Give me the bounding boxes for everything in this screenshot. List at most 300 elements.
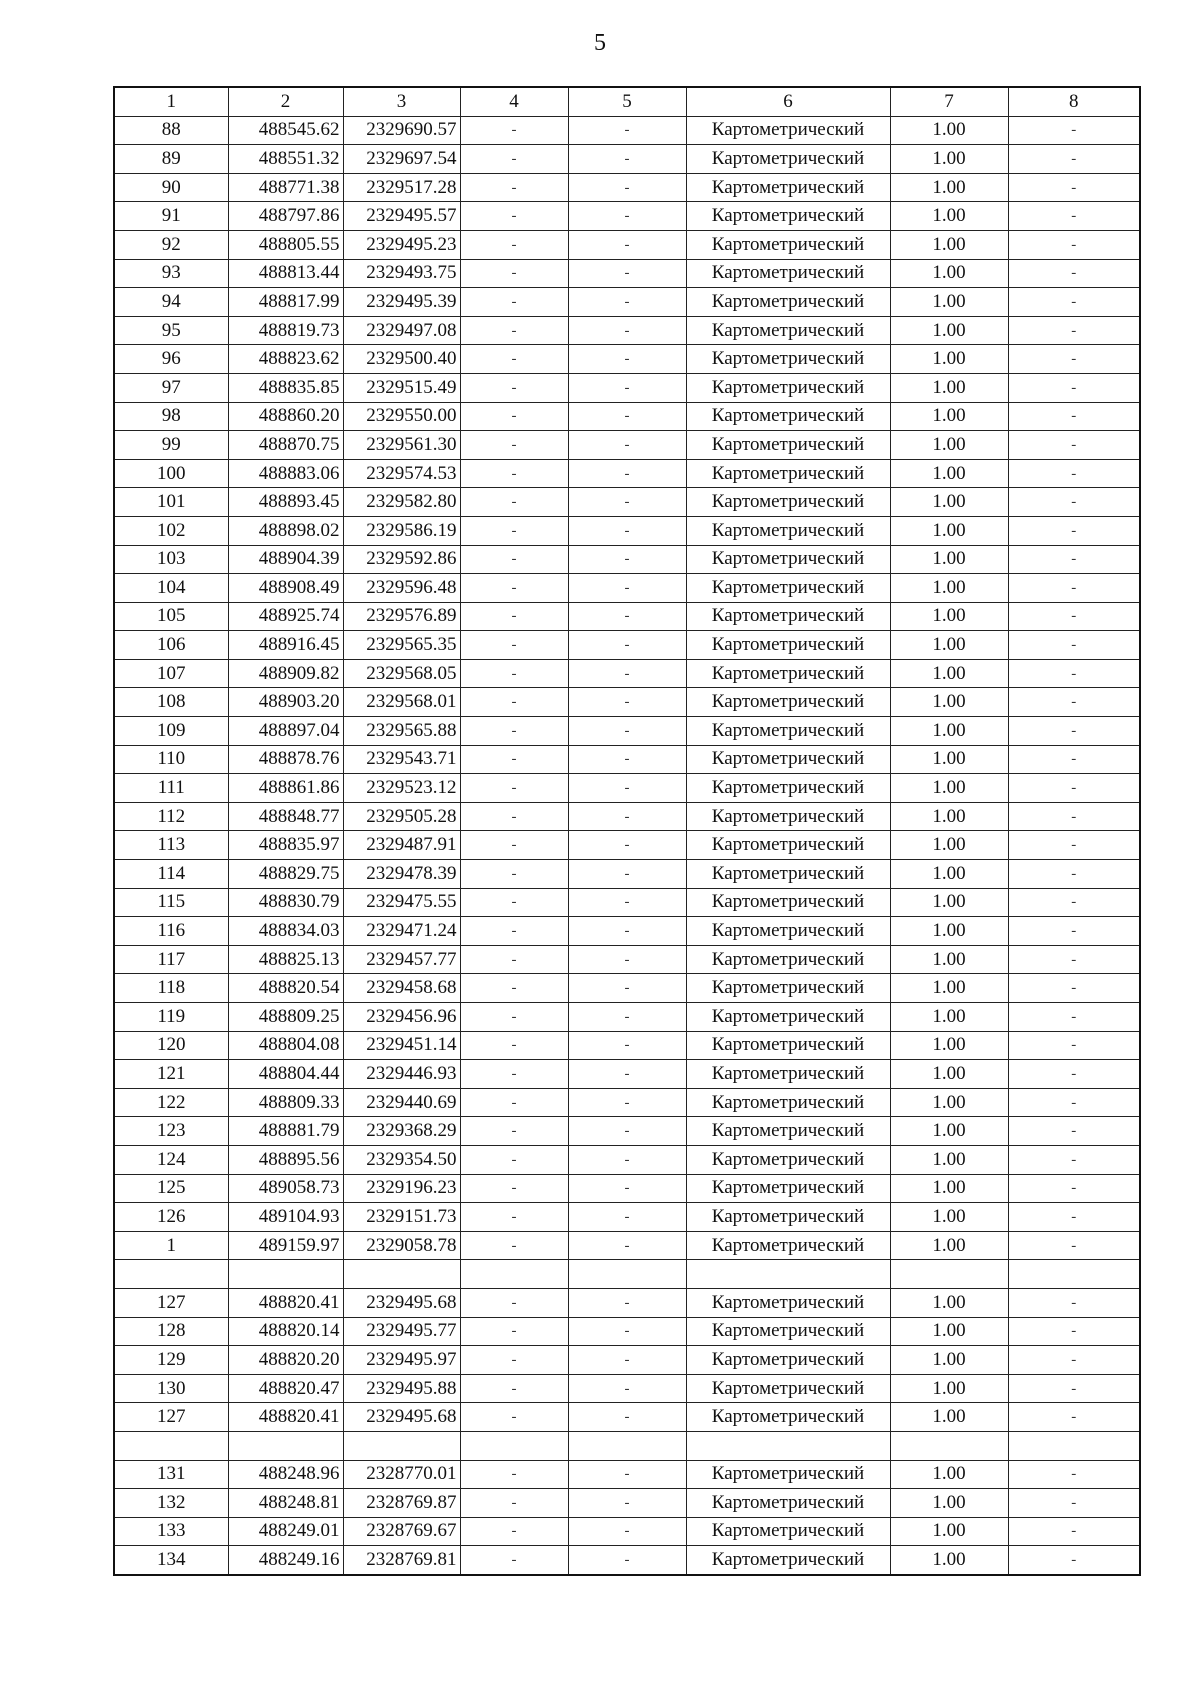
col5-cell: - (568, 1003, 686, 1032)
method-cell: Картометрический (686, 345, 890, 374)
point-number-cell: 107 (114, 659, 228, 688)
y-coordinate-cell: 2329471.24 (343, 917, 460, 946)
col8-cell: - (1008, 202, 1140, 231)
col5-cell: - (568, 1546, 686, 1575)
col8-cell: - (1008, 459, 1140, 488)
col8-cell: - (1008, 1231, 1140, 1260)
table-row (114, 373, 1140, 402)
y-coordinate-cell: 2329574.53 (343, 459, 460, 488)
col8-cell (1008, 1431, 1140, 1460)
col5-cell: - (568, 659, 686, 688)
col4-cell: - (460, 545, 568, 574)
table-row (114, 745, 1140, 774)
method-cell: Картометрический (686, 1145, 890, 1174)
table-row (114, 1003, 1140, 1032)
accuracy-cell: 1.00 (890, 1374, 1008, 1403)
col5-cell: - (568, 230, 686, 259)
accuracy-cell: 1.00 (890, 459, 1008, 488)
accuracy-cell: 1.00 (890, 545, 1008, 574)
col8-cell: - (1008, 1145, 1140, 1174)
y-coordinate-cell: 2328769.81 (343, 1546, 460, 1575)
accuracy-cell: 1.00 (890, 516, 1008, 545)
x-coordinate-cell: 488771.38 (228, 173, 343, 202)
col5-cell: - (568, 373, 686, 402)
y-coordinate-cell: 2329440.69 (343, 1088, 460, 1117)
x-coordinate-cell: 488925.74 (228, 602, 343, 631)
point-number-cell: 116 (114, 917, 228, 946)
table-row (114, 1346, 1140, 1375)
col5-cell: - (568, 288, 686, 317)
x-coordinate-cell: 488249.16 (228, 1546, 343, 1575)
col4-cell: - (460, 860, 568, 889)
col5-cell: - (568, 917, 686, 946)
method-cell: Картометрический (686, 431, 890, 460)
accuracy-cell: 1.00 (890, 116, 1008, 145)
y-coordinate-cell: 2329586.19 (343, 516, 460, 545)
col8-cell: - (1008, 431, 1140, 460)
y-coordinate-cell: 2329478.39 (343, 860, 460, 889)
table-row (114, 345, 1140, 374)
table-row (114, 459, 1140, 488)
method-cell: Картометрический (686, 1203, 890, 1232)
table-row (114, 1546, 1140, 1575)
col5-cell: - (568, 145, 686, 174)
accuracy-cell: 1.00 (890, 431, 1008, 460)
col5-cell: - (568, 459, 686, 488)
col5-cell: - (568, 888, 686, 917)
y-coordinate-cell: 2329495.23 (343, 230, 460, 259)
accuracy-cell: 1.00 (890, 688, 1008, 717)
x-coordinate-cell: 488809.25 (228, 1003, 343, 1032)
col8-cell: - (1008, 1489, 1140, 1518)
x-coordinate-cell: 488829.75 (228, 860, 343, 889)
col4-cell: - (460, 1317, 568, 1346)
method-cell (686, 1260, 890, 1289)
point-number-cell: 131 (114, 1460, 228, 1489)
col5-cell: - (568, 745, 686, 774)
x-coordinate-cell: 489058.73 (228, 1174, 343, 1203)
y-coordinate-cell: 2329495.57 (343, 202, 460, 231)
table-row (114, 202, 1140, 231)
col8-cell: - (1008, 259, 1140, 288)
table-row (114, 230, 1140, 259)
y-coordinate-cell: 2329196.23 (343, 1174, 460, 1203)
x-coordinate-cell: 488860.20 (228, 402, 343, 431)
method-cell: Картометрический (686, 202, 890, 231)
col8-cell: - (1008, 1288, 1140, 1317)
x-coordinate-cell: 488809.33 (228, 1088, 343, 1117)
col5-cell: - (568, 602, 686, 631)
x-coordinate-cell: 488249.01 (228, 1517, 343, 1546)
col5-cell: - (568, 1117, 686, 1146)
col4-cell: - (460, 459, 568, 488)
x-coordinate-cell: 488817.99 (228, 288, 343, 317)
point-number-cell: 134 (114, 1546, 228, 1575)
method-cell: Картометрический (686, 1517, 890, 1546)
col4-cell: - (460, 1374, 568, 1403)
y-coordinate-cell: 2329690.57 (343, 116, 460, 145)
col8-cell: - (1008, 688, 1140, 717)
method-cell: Картометрический (686, 802, 890, 831)
accuracy-cell: 1.00 (890, 1546, 1008, 1575)
method-cell: Картометрический (686, 831, 890, 860)
x-coordinate-cell: 488835.97 (228, 831, 343, 860)
x-coordinate-cell: 488805.55 (228, 230, 343, 259)
method-cell: Картометрический (686, 1031, 890, 1060)
col8-cell: - (1008, 945, 1140, 974)
table-row (114, 831, 1140, 860)
accuracy-cell: 1.00 (890, 1346, 1008, 1375)
accuracy-cell: 1.00 (890, 202, 1008, 231)
point-number-cell: 127 (114, 1403, 228, 1432)
col4-cell: - (460, 202, 568, 231)
y-coordinate-cell: 2328769.67 (343, 1517, 460, 1546)
y-coordinate-cell: 2329458.68 (343, 974, 460, 1003)
col5-cell (568, 1260, 686, 1289)
col4-cell: - (460, 288, 568, 317)
y-coordinate-cell: 2329517.28 (343, 173, 460, 202)
point-number-cell: 109 (114, 717, 228, 746)
accuracy-cell: 1.00 (890, 602, 1008, 631)
method-cell (686, 1431, 890, 1460)
col8-cell: - (1008, 802, 1140, 831)
table-row (114, 288, 1140, 317)
table-row (114, 1288, 1140, 1317)
header-cell: 1 (114, 87, 228, 116)
table-row (114, 1517, 1140, 1546)
x-coordinate-cell: 488820.54 (228, 974, 343, 1003)
accuracy-cell: 1.00 (890, 259, 1008, 288)
point-number-cell: 121 (114, 1060, 228, 1089)
point-number-cell: 127 (114, 1288, 228, 1317)
col4-cell: - (460, 316, 568, 345)
col5-cell: - (568, 1346, 686, 1375)
point-number-cell: 101 (114, 488, 228, 517)
accuracy-cell: 1.00 (890, 345, 1008, 374)
col8-cell: - (1008, 774, 1140, 803)
y-coordinate-cell: 2329523.12 (343, 774, 460, 803)
table-row (114, 1489, 1140, 1518)
y-coordinate-cell: 2329451.14 (343, 1031, 460, 1060)
method-cell: Картометрический (686, 1346, 890, 1375)
table-row (114, 945, 1140, 974)
accuracy-cell: 1.00 (890, 1460, 1008, 1489)
table-row (114, 1174, 1140, 1203)
table-row (114, 1317, 1140, 1346)
point-number-cell (114, 1260, 228, 1289)
x-coordinate-cell: 488823.62 (228, 345, 343, 374)
table-row (114, 802, 1140, 831)
col5-cell: - (568, 259, 686, 288)
table-body (114, 116, 1140, 1575)
accuracy-cell: 1.00 (890, 659, 1008, 688)
col4-cell: - (460, 1489, 568, 1518)
col4-cell: - (460, 1231, 568, 1260)
point-number-cell: 124 (114, 1145, 228, 1174)
col4-cell: - (460, 1288, 568, 1317)
header-cell: 5 (568, 87, 686, 116)
col4-cell: - (460, 1060, 568, 1089)
method-cell: Картометрический (686, 860, 890, 889)
accuracy-cell: 1.00 (890, 373, 1008, 402)
point-number-cell: 119 (114, 1003, 228, 1032)
y-coordinate-cell: 2328769.87 (343, 1489, 460, 1518)
table-row (114, 259, 1140, 288)
col8-cell: - (1008, 488, 1140, 517)
col8-cell: - (1008, 1403, 1140, 1432)
x-coordinate-cell: 489159.97 (228, 1231, 343, 1260)
col8-cell: - (1008, 1088, 1140, 1117)
x-coordinate-cell: 488903.20 (228, 688, 343, 717)
col8-cell: - (1008, 173, 1140, 202)
col4-cell: - (460, 717, 568, 746)
x-coordinate-cell: 488881.79 (228, 1117, 343, 1146)
col5-cell: - (568, 974, 686, 1003)
accuracy-cell: 1.00 (890, 1003, 1008, 1032)
accuracy-cell: 1.00 (890, 974, 1008, 1003)
accuracy-cell: 1.00 (890, 173, 1008, 202)
table-row (114, 974, 1140, 1003)
y-coordinate-cell: 2329592.86 (343, 545, 460, 574)
col5-cell: - (568, 1174, 686, 1203)
col5-cell: - (568, 316, 686, 345)
col5-cell: - (568, 116, 686, 145)
col5-cell: - (568, 516, 686, 545)
header-cell: 6 (686, 87, 890, 116)
y-coordinate-cell: 2329495.68 (343, 1403, 460, 1432)
point-number-cell: 88 (114, 116, 228, 145)
x-coordinate-cell: 488819.73 (228, 316, 343, 345)
col8-cell: - (1008, 974, 1140, 1003)
method-cell: Картометрический (686, 459, 890, 488)
point-number-cell (114, 1431, 228, 1460)
method-cell: Картометрический (686, 745, 890, 774)
header-cell: 3 (343, 87, 460, 116)
method-cell: Картометрический (686, 1088, 890, 1117)
y-coordinate-cell: 2329582.80 (343, 488, 460, 517)
point-number-cell: 110 (114, 745, 228, 774)
col4-cell: - (460, 173, 568, 202)
accuracy-cell: 1.00 (890, 1117, 1008, 1146)
col5-cell: - (568, 1060, 686, 1089)
col5-cell: - (568, 1031, 686, 1060)
method-cell: Картометрический (686, 316, 890, 345)
col5-cell: - (568, 717, 686, 746)
method-cell: Картометрический (686, 631, 890, 660)
accuracy-cell: 1.00 (890, 288, 1008, 317)
col8-cell (1008, 1260, 1140, 1289)
x-coordinate-cell: 488916.45 (228, 631, 343, 660)
method-cell: Картометрический (686, 774, 890, 803)
y-coordinate-cell: 2329151.73 (343, 1203, 460, 1232)
x-coordinate-cell: 488870.75 (228, 431, 343, 460)
method-cell: Картометрический (686, 1003, 890, 1032)
col4-cell: - (460, 1031, 568, 1060)
y-coordinate-cell: 2329495.97 (343, 1346, 460, 1375)
col5-cell: - (568, 1145, 686, 1174)
accuracy-cell: 1.00 (890, 717, 1008, 746)
point-number-cell: 123 (114, 1117, 228, 1146)
point-number-cell: 91 (114, 202, 228, 231)
header-cell: 8 (1008, 87, 1140, 116)
col8-cell: - (1008, 1517, 1140, 1546)
y-coordinate-cell: 2329495.88 (343, 1374, 460, 1403)
col4-cell: - (460, 230, 568, 259)
col5-cell: - (568, 488, 686, 517)
col4-cell: - (460, 1088, 568, 1117)
x-coordinate-cell: 488861.86 (228, 774, 343, 803)
col5-cell: - (568, 1317, 686, 1346)
y-coordinate-cell: 2328770.01 (343, 1460, 460, 1489)
y-coordinate-cell: 2329058.78 (343, 1231, 460, 1260)
point-number-cell: 113 (114, 831, 228, 860)
point-number-cell: 120 (114, 1031, 228, 1060)
x-coordinate-cell: 488545.62 (228, 116, 343, 145)
table-row (114, 602, 1140, 631)
col5-cell: - (568, 202, 686, 231)
y-coordinate-cell: 2329505.28 (343, 802, 460, 831)
col4-cell: - (460, 1203, 568, 1232)
method-cell: Картометрический (686, 1288, 890, 1317)
table-row (114, 717, 1140, 746)
method-cell: Картометрический (686, 717, 890, 746)
accuracy-cell: 1.00 (890, 1203, 1008, 1232)
col5-cell: - (568, 431, 686, 460)
col5-cell: - (568, 1403, 686, 1432)
point-number-cell: 89 (114, 145, 228, 174)
y-coordinate-cell: 2329495.39 (343, 288, 460, 317)
point-number-cell: 96 (114, 345, 228, 374)
method-cell: Картометрический (686, 1117, 890, 1146)
point-number-cell: 112 (114, 802, 228, 831)
x-coordinate-cell: 488835.85 (228, 373, 343, 402)
method-cell: Картометрический (686, 659, 890, 688)
col5-cell: - (568, 631, 686, 660)
col5-cell: - (568, 774, 686, 803)
point-number-cell: 97 (114, 373, 228, 402)
point-number-cell: 117 (114, 945, 228, 974)
col4-cell: - (460, 1460, 568, 1489)
x-coordinate-cell: 488804.44 (228, 1060, 343, 1089)
accuracy-cell: 1.00 (890, 1145, 1008, 1174)
method-cell: Картометрический (686, 488, 890, 517)
col5-cell: - (568, 802, 686, 831)
col8-cell: - (1008, 1460, 1140, 1489)
table-row (114, 1031, 1140, 1060)
col8-cell: - (1008, 917, 1140, 946)
y-coordinate-cell: 2329495.68 (343, 1288, 460, 1317)
table-row (114, 1088, 1140, 1117)
table-row (114, 1374, 1140, 1403)
accuracy-cell: 1.00 (890, 945, 1008, 974)
method-cell: Картометрический (686, 1489, 890, 1518)
point-number-cell: 93 (114, 259, 228, 288)
point-number-cell: 133 (114, 1517, 228, 1546)
point-number-cell: 100 (114, 459, 228, 488)
col4-cell: - (460, 631, 568, 660)
col8-cell: - (1008, 659, 1140, 688)
accuracy-cell: 1.00 (890, 1317, 1008, 1346)
x-coordinate-cell (228, 1431, 343, 1460)
col8-cell: - (1008, 1060, 1140, 1089)
table-row (114, 888, 1140, 917)
method-cell: Картометрический (686, 688, 890, 717)
col4-cell: - (460, 516, 568, 545)
table-row (114, 402, 1140, 431)
accuracy-cell: 1.00 (890, 145, 1008, 174)
method-cell: Картометрический (686, 116, 890, 145)
accuracy-cell: 1.00 (890, 802, 1008, 831)
point-number-cell: 95 (114, 316, 228, 345)
accuracy-cell (890, 1260, 1008, 1289)
col4-cell: - (460, 945, 568, 974)
accuracy-cell: 1.00 (890, 1403, 1008, 1432)
table-row (114, 688, 1140, 717)
col8-cell: - (1008, 316, 1140, 345)
accuracy-cell: 1.00 (890, 230, 1008, 259)
col4-cell: - (460, 688, 568, 717)
table-row (114, 173, 1140, 202)
col5-cell: - (568, 831, 686, 860)
point-number-cell: 94 (114, 288, 228, 317)
coordinates-table (113, 86, 1141, 1576)
x-coordinate-cell: 488893.45 (228, 488, 343, 517)
point-number-cell: 1 (114, 1231, 228, 1260)
col5-cell: - (568, 1203, 686, 1232)
col4-cell: - (460, 574, 568, 603)
table-row (114, 917, 1140, 946)
col8-cell: - (1008, 516, 1140, 545)
point-number-cell: 102 (114, 516, 228, 545)
col8-cell: - (1008, 288, 1140, 317)
table-row (114, 574, 1140, 603)
method-cell: Картометрический (686, 888, 890, 917)
col4-cell: - (460, 1117, 568, 1146)
y-coordinate-cell (343, 1260, 460, 1289)
table-row (114, 488, 1140, 517)
point-number-cell: 92 (114, 230, 228, 259)
point-number-cell: 128 (114, 1317, 228, 1346)
point-number-cell: 99 (114, 431, 228, 460)
y-coordinate-cell: 2329457.77 (343, 945, 460, 974)
col8-cell: - (1008, 345, 1140, 374)
col8-cell: - (1008, 574, 1140, 603)
col8-cell: - (1008, 145, 1140, 174)
col4-cell: - (460, 602, 568, 631)
table-row (114, 1260, 1140, 1289)
col8-cell: - (1008, 1031, 1140, 1060)
col5-cell: - (568, 1088, 686, 1117)
point-number-cell: 122 (114, 1088, 228, 1117)
x-coordinate-cell: 488834.03 (228, 917, 343, 946)
y-coordinate-cell: 2329354.50 (343, 1145, 460, 1174)
point-number-cell: 90 (114, 173, 228, 202)
x-coordinate-cell: 488797.86 (228, 202, 343, 231)
col8-cell: - (1008, 545, 1140, 574)
accuracy-cell: 1.00 (890, 1489, 1008, 1518)
x-coordinate-cell: 488895.56 (228, 1145, 343, 1174)
accuracy-cell: 1.00 (890, 1231, 1008, 1260)
col4-cell: - (460, 1546, 568, 1575)
method-cell: Картометрический (686, 574, 890, 603)
col8-cell: - (1008, 1203, 1140, 1232)
method-cell: Картометрический (686, 173, 890, 202)
table-row (114, 431, 1140, 460)
y-coordinate-cell: 2329697.54 (343, 145, 460, 174)
col4-cell: - (460, 917, 568, 946)
col5-cell: - (568, 173, 686, 202)
table-row (114, 145, 1140, 174)
